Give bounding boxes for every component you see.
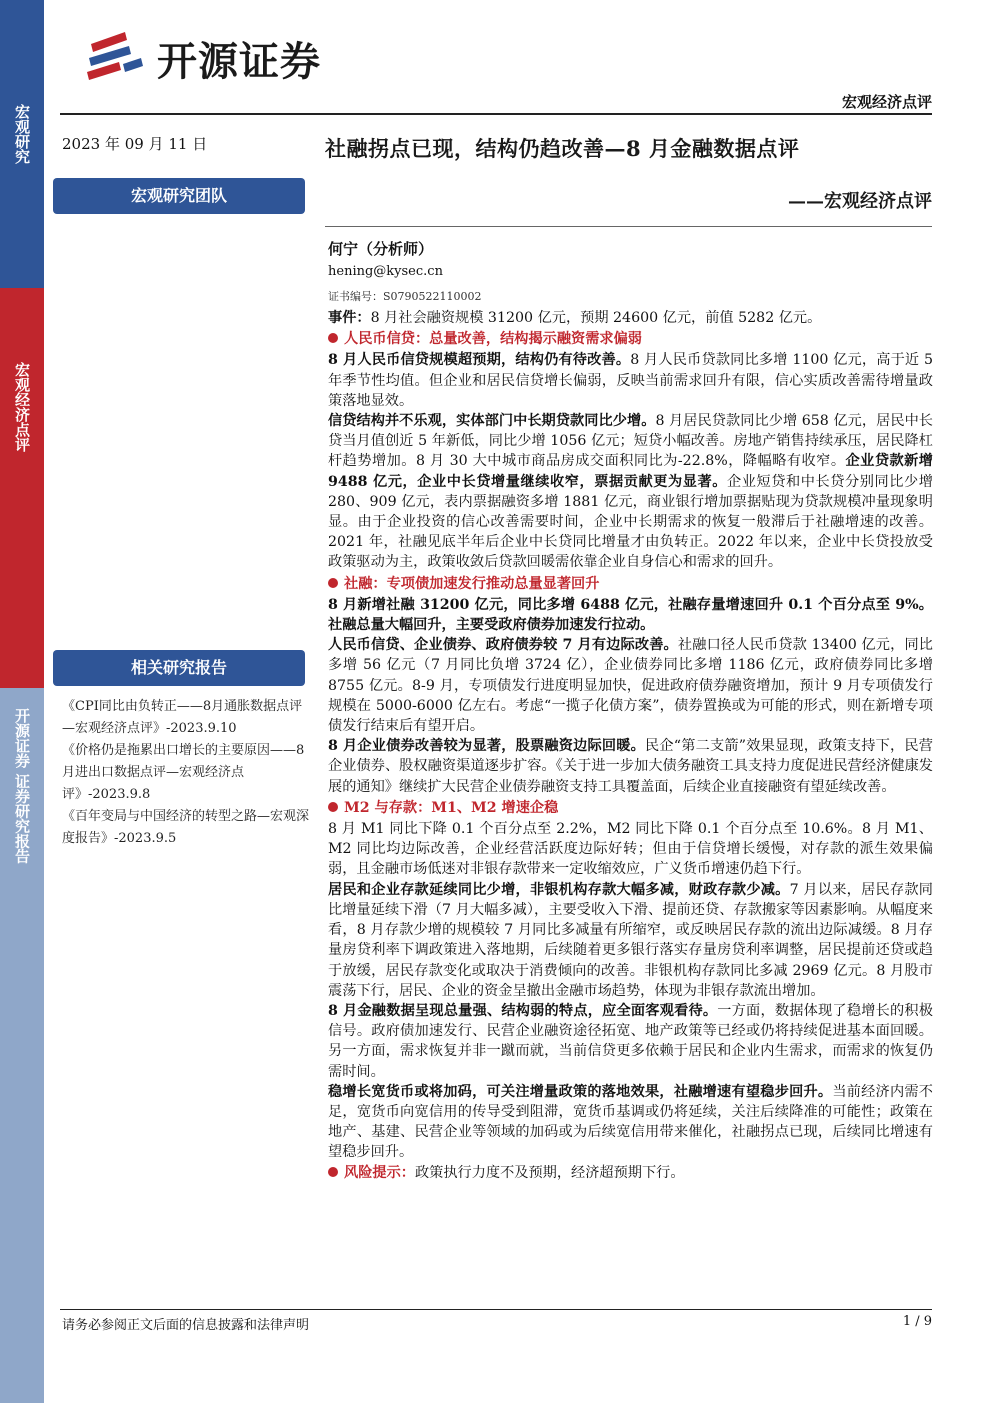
paragraph-text: 7 月以来，居民存款同比增量延续下滑（7 月大幅多减），主要受收入下滑、提前还贷、存款搬家等因素影响。从幅度来看，8 月存款少增的规模较 7 月同比多减量有所缩窄，或反映居民存款的流出边际减缓。8 月存量房贷利率下调政策进入落地期，后续随着更多银行落实存量房贷利率调整，居民提前还贷或趋于放缓，居民存款变化或取决于消费倾向的改善。非银机构存款同比多减 2969 亿元。8 月股市震荡下行，居民、企业的资金呈撤出金融市场趋势，体现为非银存款流出增加。 bbox=[328, 881, 933, 999]
section-heading-m2-deposits bbox=[328, 798, 933, 818]
related-report-link[interactable]: 《百年变局与中国经济的转型之路—宏观深度报告》-2023.9.5 bbox=[62, 809, 310, 846]
paragraph-lead: 8 月企业债券改善较为显著，股票融资边际回暖。 bbox=[328, 738, 646, 755]
related-report-link[interactable]: 《价格仍是拖累出口增长的主要原因——8 月进出口数据点评—宏观经济点评》-2023.9.8 bbox=[62, 743, 305, 802]
report-date: 2023 年 09 月 11 日 bbox=[62, 135, 208, 153]
brand-logo bbox=[85, 28, 321, 88]
body-paragraph bbox=[328, 1082, 933, 1163]
section-heading-credit bbox=[328, 329, 933, 349]
header-divider bbox=[60, 113, 932, 115]
body-paragraph bbox=[328, 350, 933, 411]
analyst-email[interactable]: hening@kysec.cn bbox=[328, 264, 443, 279]
section-heading-text: M2 与存款：M1、M2 增速企稳 bbox=[344, 799, 559, 816]
section-heading-text: 社融：专项债加速发行推动总量显著回升 bbox=[344, 575, 600, 592]
report-subtitle: ——宏观经济点评 bbox=[788, 191, 932, 212]
paragraph-text: 8 月 M1 同比下降 0.1 个百分点至 2.2%，M2 同比下降 0.1 个百分点至 10.6%。8 月 M1、M2 同比均边际改善，企业经营活跃度边际好转；但由于信贷增长缓慢，对存款的派生效果偏弱，且金融市场低迷对非银存款带来一定收缩效应，广义货币增速仍趋下行。 bbox=[328, 821, 933, 878]
body-paragraph bbox=[328, 880, 933, 1001]
paragraph-text: 8 月人民币贷款同比多增 1100 亿元，高于近 5 年季节性均值。但企业和居民信贷增长偏弱，反映当前需求回升有限，信心实质改善需待增量政策落地显效。 bbox=[328, 352, 934, 409]
paragraph-lead: 居民和企业存款延续同比少增，非银机构存款大幅多减，财政存款少减。 bbox=[328, 881, 790, 898]
body-paragraph bbox=[328, 736, 933, 797]
section-heading-social-financing bbox=[328, 574, 933, 594]
side-strip bbox=[0, 0, 44, 1403]
event-paragraph bbox=[328, 308, 933, 328]
body-paragraph bbox=[328, 819, 933, 880]
risk-label: 风险提示： bbox=[344, 1164, 415, 1181]
paragraph-text: 8 月居民贷款同比少增 658 亿元，居民中长贷当月值创近 5 年新低，同比少增 1056 亿元；短贷小幅改善。房地产销售持续承压，居民降杠杆趋势增加。8 月 30 大中城市商品房成交面积同比为-22.8%，降幅略有收窄。 bbox=[328, 413, 933, 470]
bullet-icon bbox=[328, 802, 338, 812]
related-report-link[interactable]: 《CPI同比由负转正——8月通胀数据点评—宏观经济点评》-2023.9.10 bbox=[62, 699, 303, 736]
paragraph-text: 民企“第二支箭”效果显现，政策支持下，民营企业债券、股权融资渠道逐步扩容。《关于进一步加大债务融资工具支持力度促进民营经济健康发展的通知》继续扩大民营企业债券融资支持工具覆盖面，后续企业直接融资有望延续改善。 bbox=[328, 738, 933, 795]
paragraph-lead: 8 月人民币信贷规模超预期，结构仍有待改善。 bbox=[328, 352, 631, 369]
bullet-icon bbox=[328, 1167, 338, 1177]
paragraph-lead: 稳增长宽货币或将加码，可关注增量政策的落地效果，社融增速有望稳步回升。 bbox=[328, 1083, 833, 1100]
body-paragraph bbox=[328, 411, 933, 573]
team-banner: 宏观研究团队 bbox=[53, 178, 305, 214]
paragraph-text: 一方面，数据体现了稳增长的积极信号。政府债加速发行、民营企业融资途径拓宽、地产政策等已经或仍将持续促进基本面回暖。另一方面，需求恢复并非一蹴而就，当前信贷更多依赖于居民和企业内生需求，而需求的恢复仍需时间。 bbox=[328, 1002, 933, 1080]
page-number: 1 / 9 bbox=[902, 1314, 932, 1329]
footer-disclaimer: 请务必参阅正文后面的信息披露和法律声明 bbox=[62, 1318, 310, 1333]
body-paragraph bbox=[328, 595, 933, 635]
side-label-research: 宏观研究 bbox=[13, 104, 31, 164]
paragraph-lead: 8 月金融数据呈现总量强、结构弱的特点，应全面客观看待。 bbox=[328, 1002, 718, 1019]
paragraph-lead: 8 月新增社融 31200 亿元，同比多增 6488 亿元，社融存量增速回升 0.1 个百分点至 9%。社融总量大幅回升，主要受政府债券加速发行拉动。 bbox=[328, 596, 933, 634]
footer-divider bbox=[60, 1309, 932, 1310]
brand-mark-icon bbox=[85, 30, 145, 86]
paragraph-lead: 人民币信贷、企业债券、政府债券较 7 月有边际改善。 bbox=[328, 637, 678, 654]
title-divider bbox=[325, 226, 932, 227]
bullet-icon bbox=[328, 578, 338, 588]
analyst-name: 何宁（分析师） bbox=[328, 240, 434, 258]
risk-text: 政策执行力度不及预期，经济超预期下行。 bbox=[414, 1164, 685, 1181]
side-label-report: 开源证券 证券研究报告 bbox=[13, 708, 31, 864]
paragraph-text: 企业短贷和中长贷分别同比少增 280、909 亿元，表内票据融资多增 1881 亿元，商业银行增加票据贴现为贷款规模冲量现象明显。由于企业投资的信心改善需要时间，企业中长期需求的恢复一般滞后于社融增速的改善。2021 年，社融见底半年后企业中长贷同比增量才由负转正。2022 年以来，企业中长贷投放受政策驱动为主，政策收敛后贷款回暖需依靠企业自身信心和需求的回升。 bbox=[328, 473, 933, 571]
event-text: 8 月社会融资规模 31200 亿元，预期 24600 亿元，前值 5282 亿元。 bbox=[370, 310, 822, 326]
paragraph-lead: 企业贷款新增 9488 亿元，企业中长贷增量继续收窄，票据贡献更为显著。 bbox=[328, 453, 933, 490]
body-paragraph bbox=[328, 635, 933, 736]
paragraph-text: 当前经济内需不足，宽货币向宽信用的传导受到阻滞，宽货币基调或仍将延续，关注后续降准的可能性；政策在地产、基建、民营企业等领域的加码或为后续宽信用带来催化，社融拐点已现，后续同比增速有望稳步回升。 bbox=[328, 1083, 933, 1161]
paragraph-lead: 信贷结构并不乐观，实体部门中长期贷款同比少增。 bbox=[328, 413, 656, 430]
risk-paragraph bbox=[328, 1163, 933, 1183]
risk-heading bbox=[328, 1165, 415, 1181]
analyst-certificate: 证书编号：S0790522110002 bbox=[328, 290, 482, 303]
body-paragraph bbox=[328, 1001, 933, 1082]
bullet-icon bbox=[328, 333, 338, 343]
paragraph-text: 社融口径人民币贷款 13400 亿元，同比多增 56 亿元（7 月同比负增 3724 亿），企业债券同比多增 1186 亿元，政府债券同比多增 8755 亿元。8-9 月，专项债发行进度明显加快，促进政府债券融资增加，预计 9 月专项债发行规模在 5000-6000 亿左右。考虑“一揽子化债方案”，债券置换或为可能的形式，则在新增专项债发行结束后有望开启。 bbox=[328, 637, 933, 735]
side-segment-commentary bbox=[0, 288, 44, 688]
header-category: 宏观经济点评 bbox=[841, 93, 932, 111]
section-heading-text: 人民币信贷：总量改善，结构揭示融资需求偏弱 bbox=[344, 331, 642, 348]
report-body bbox=[328, 308, 933, 1183]
related-reports-banner: 相关研究报告 bbox=[53, 650, 305, 686]
event-label: 事件： bbox=[328, 310, 371, 326]
report-title: 社融拐点已现，结构仍趋改善—8 月金融数据点评 bbox=[325, 136, 800, 161]
related-reports-list bbox=[62, 696, 310, 850]
side-label-commentary: 宏观经济点评 bbox=[13, 362, 31, 452]
brand-name: 开源证券 bbox=[157, 38, 321, 85]
